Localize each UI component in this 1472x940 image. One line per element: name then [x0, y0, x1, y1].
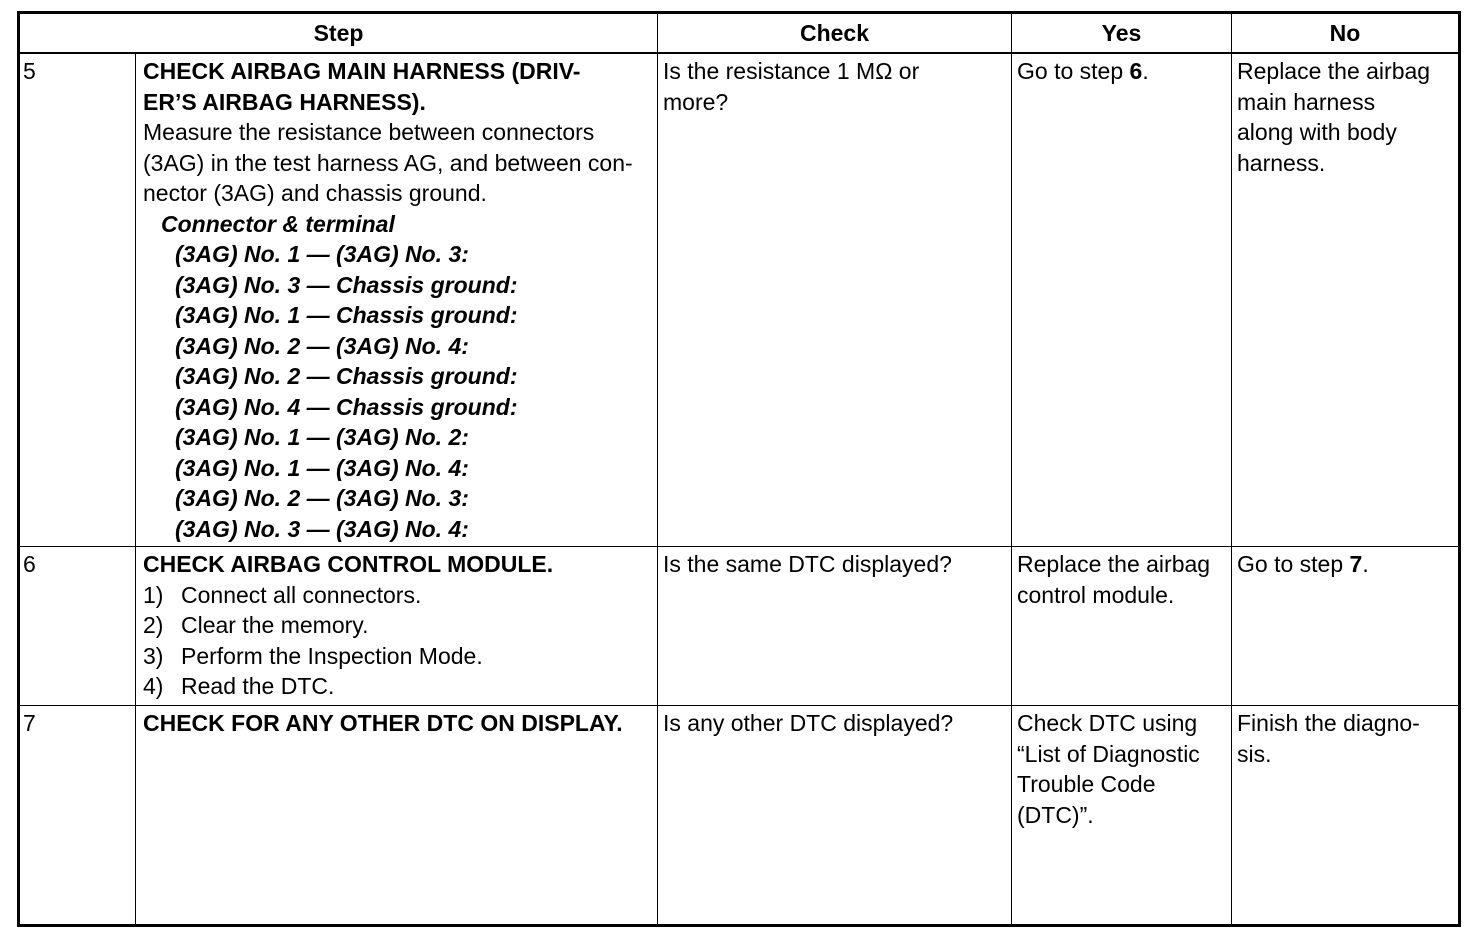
diagnostic-table — [17, 11, 1461, 927]
check-text: Is any other DTC displayed? — [663, 710, 954, 736]
no-text: main harness — [1237, 88, 1376, 115]
procedure-text: Connect all connectors. — [181, 581, 422, 608]
step-title: CHECK FOR ANY OTHER DTC ON DISPLAY. — [143, 710, 623, 736]
procedure-item — [143, 671, 652, 702]
connector-line: (3AG) No. 2 — (3AG) No. 3: — [175, 485, 469, 511]
connector-line: (3AG) No. 4 — Chassis ground: — [175, 393, 518, 420]
procedure-number: 4) — [143, 673, 164, 699]
step-cell — [136, 53, 658, 547]
procedure-item — [143, 641, 652, 672]
yes-cell — [1012, 547, 1232, 706]
yes-text: “List of Diagnostic — [1017, 740, 1200, 767]
procedure-item — [143, 610, 652, 641]
no-cell — [1232, 547, 1460, 706]
no-text: harness. — [1237, 149, 1326, 176]
table-row — [19, 706, 1460, 926]
step-number: 6 — [19, 547, 136, 706]
check-text: Is the same DTC displayed? — [663, 551, 952, 577]
check-cell — [658, 706, 1012, 926]
no-text: Replace the airbag — [1237, 58, 1431, 84]
procedure-text: Perform the Inspection Mode. — [181, 642, 483, 669]
step-title-line: ER’S AIRBAG HARNESS). — [143, 88, 426, 115]
header-yes: Yes — [1012, 13, 1232, 54]
table-header-row — [19, 13, 1460, 54]
procedure-number: 1) — [143, 581, 164, 608]
step-number: 7 — [19, 706, 136, 926]
no-step-ref: 7 — [1349, 551, 1363, 577]
yes-cell — [1012, 706, 1232, 926]
check-cell — [658, 547, 1012, 706]
no-text: along with body — [1237, 119, 1397, 145]
yes-step-ref: 6 — [1129, 58, 1143, 84]
procedure-number: 3) — [143, 642, 164, 669]
yes-text: Go to step — [1017, 58, 1130, 84]
step-cell — [136, 706, 658, 926]
yes-text: Check DTC using — [1017, 710, 1198, 736]
connector-line: (3AG) No. 3 — (3AG) No. 4: — [175, 515, 469, 542]
connector-line: (3AG) No. 1 — (3AG) No. 4: — [175, 454, 469, 481]
check-cell — [658, 53, 1012, 547]
header-step: Step — [19, 13, 658, 54]
yes-cell — [1012, 53, 1232, 547]
header-no: No — [1232, 13, 1460, 54]
step-description: Measure the resistance between connectors — [143, 119, 595, 145]
step-title-line: CHECK AIRBAG MAIN HARNESS (DRIV- — [143, 58, 581, 84]
step-title: CHECK AIRBAG CONTROL MODULE. — [143, 551, 554, 577]
connector-line: (3AG) No. 3 — Chassis ground: — [175, 271, 518, 298]
no-text: sis. — [1237, 740, 1272, 767]
procedure-number: 2) — [143, 612, 164, 638]
step-cell — [136, 547, 658, 706]
header-check: Check — [658, 13, 1012, 54]
yes-suffix: . — [1142, 58, 1149, 84]
connector-heading: Connector & terminal — [161, 210, 395, 237]
procedure-item — [143, 580, 652, 611]
step-description: nector (3AG) and chassis ground. — [143, 180, 487, 206]
step-number: 5 — [19, 53, 136, 547]
connector-line: (3AG) No. 1 — (3AG) No. 3: — [175, 241, 469, 267]
table-row — [19, 547, 1460, 706]
connector-line: (3AG) No. 2 — Chassis ground: — [175, 363, 518, 389]
check-text: Is the resistance 1 MΩ or — [663, 58, 920, 84]
yes-text: control module. — [1017, 581, 1175, 608]
procedure-text: Clear the memory. — [181, 612, 369, 638]
no-text: Go to step — [1237, 551, 1350, 577]
connector-line: (3AG) No. 1 — (3AG) No. 2: — [175, 424, 469, 450]
yes-text: (DTC)”. — [1017, 801, 1094, 828]
connector-line: (3AG) No. 1 — Chassis ground: — [175, 302, 518, 328]
procedure-text: Read the DTC. — [181, 673, 335, 699]
yes-text: Trouble Code — [1017, 771, 1156, 797]
connector-line: (3AG) No. 2 — (3AG) No. 4: — [175, 332, 469, 359]
no-suffix: . — [1362, 551, 1369, 577]
check-text: more? — [663, 88, 729, 115]
step-title — [143, 56, 652, 117]
table-row — [19, 53, 1460, 547]
yes-text: Replace the airbag — [1017, 551, 1211, 577]
no-text: Finish the diagno- — [1237, 710, 1420, 736]
no-cell — [1232, 706, 1460, 926]
no-cell — [1232, 53, 1460, 547]
step-description: (3AG) in the test harness AG, and between con- — [143, 149, 633, 176]
